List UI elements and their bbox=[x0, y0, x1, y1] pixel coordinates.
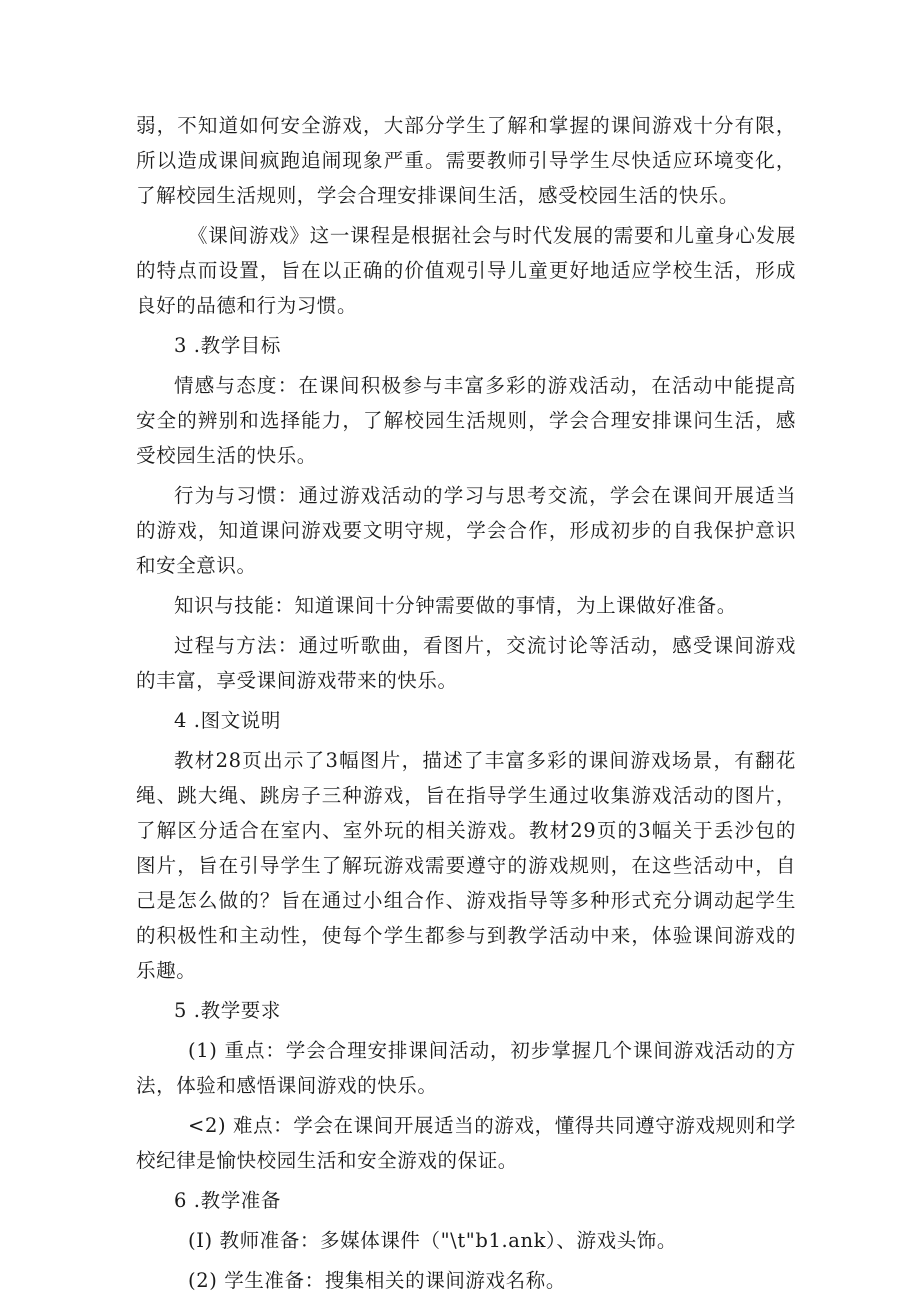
paragraph-student-preparation: (2) 学生准备：搜集相关的课间游戏名称。 bbox=[188, 1269, 566, 1292]
paragraph-knowledge-skill: 知识与技能：知道课间十分钟需要做的事情，为上课做好准备。 bbox=[174, 594, 737, 617]
paragraph-teacher-preparation: (I) 教师准备：多媒体课件（"\t"b1.ank）、游戏头饰。 bbox=[188, 1229, 677, 1252]
paragraph-key-point: (1) 重点：学会合理安排课间活动，初步掌握几个课间游戏活动的方法，体验和感悟课间游戏的快乐。 bbox=[136, 1039, 796, 1097]
section-heading-illustration: 4 .图文说明 bbox=[174, 709, 282, 732]
document-body bbox=[136, 108, 796, 1303]
section-heading-requirements: 5 .教学要求 bbox=[174, 999, 282, 1022]
section-heading-preparation: 6 .教学准备 bbox=[174, 1189, 282, 1212]
paragraph-emotion-attitude: 情感与态度：在课间积极参与丰富多彩的游戏活动，在活动中能提高安全的辨别和选择能力，了解校园生活规则，学会合理安排课问生活，感受校园生活的快乐。 bbox=[136, 374, 796, 467]
paragraph-course-intro: 《课间游戏》这一课程是根据社会与时代发展的需要和儿童身心发展的特点而设置，旨在以正确的价值观引导儿童更好地适应学校生活，形成良好的品德和行为习惯。 bbox=[136, 224, 796, 317]
paragraph-continuation: 弱，不知道如何安全游戏，大部分学生了解和掌握的课间游戏十分有限，所以造成课间疯跑追闹现象严重。需要教师引导学生尽快适应环境变化，了解校园生活规则，学会合理安排课间生活，感受校园生活的快乐。 bbox=[136, 114, 796, 207]
section-heading-teaching-goals: 3 .教学目标 bbox=[174, 334, 282, 357]
paragraph-behavior-habit: 行为与习惯：通过游戏活动的学习与思考交流，学会在课间开展适当的游戏，知道课问游戏要文明守规，学会合作，形成初步的自我保护意识和安全意识。 bbox=[136, 484, 796, 577]
paragraph-illustration-description: 教材28页出示了3幅图片，描述了丰富多彩的课间游戏场景，有翻花绳、跳大绳、跳房子三种游戏，旨在指导学生通过收集游戏活动的图片，了解区分适合在室内、室外玩的相关游戏。教材29页的3幅关于丢沙包的图片，旨在引导学生了解玩游戏需要遵守的游戏规则，在这些活动中，自己是怎么做的？旨在通过小组合作、游戏指导等多种形式充分调动起学生的积极性和主动性，使每个学生都参与到教学活动中来，体验课间游戏的乐趣。 bbox=[136, 749, 796, 982]
paragraph-difficult-point: <2) 难点：学会在课间开展适当的游戏，懂得共同遵守游戏规则和学校纪律是愉快校园生活和安全游戏的保证。 bbox=[136, 1114, 796, 1172]
paragraph-process-method: 过程与方法：通过听歌曲，看图片，交流讨论等活动，感受课间游戏的丰富，享受课间游戏带来的快乐。 bbox=[136, 634, 796, 692]
